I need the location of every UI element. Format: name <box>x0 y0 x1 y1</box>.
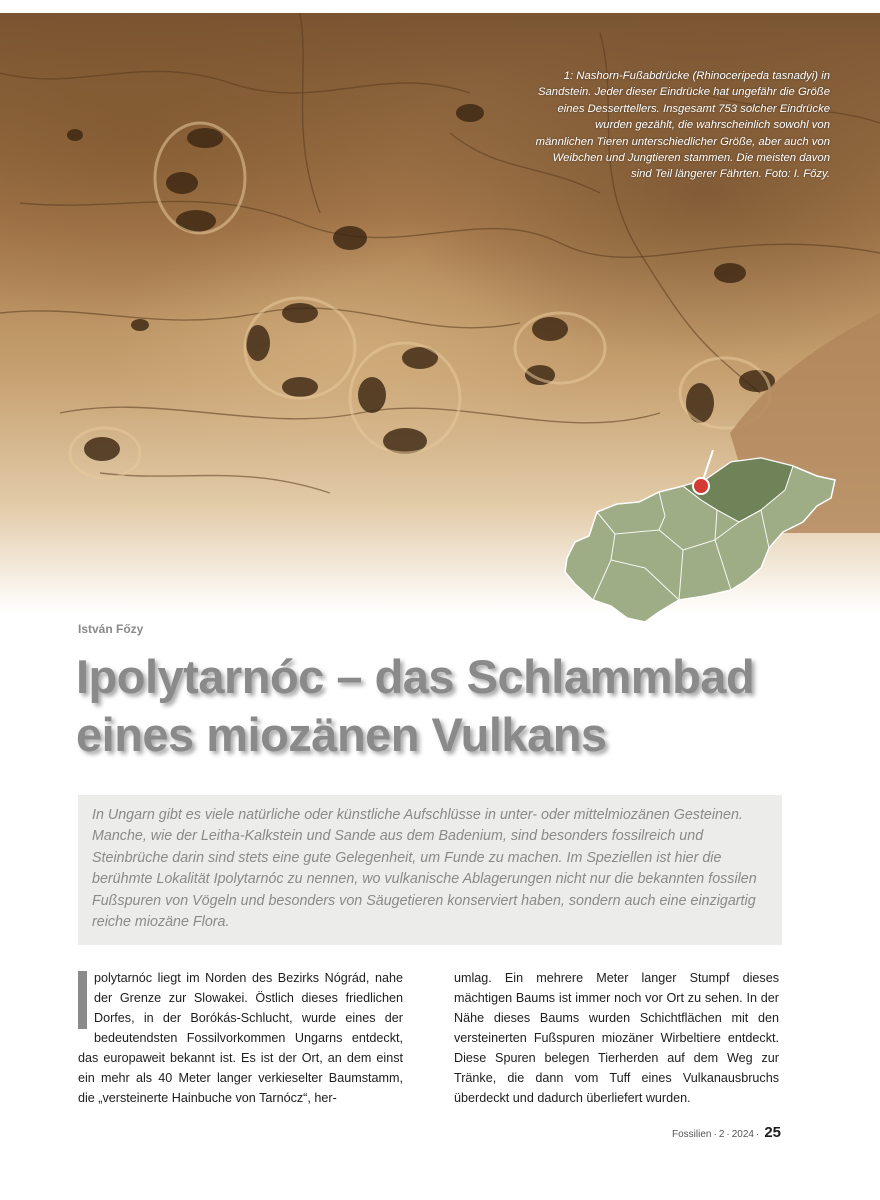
journal-name: Fossilien <box>672 1129 712 1140</box>
lead-text: In Ungarn gibt es viele natürliche oder künstliche Aufschlüsse in unter- oder mittelmiozänen Gesteinen. Manche, wie der Leitha-Kalkstein und Sande aus dem Badenium, sind besonders fossilreich und Steinbrüche darin sind stets eine gute Gelegenheit, um Funde zu machen. Im Speziellen ist hier die berühmte Lokalität Ipolytarnóc zu nennen, wo vulkanische Ablagerungen nicht nur die bekannten fossilen Fußspuren von Vögeln und besonders von Säugetieren konserviert haben, sondern auch eine einzigartig reiche miozäne Flora. <box>92 807 757 931</box>
page-footer: Fossilien · 2 · 2024 · 25 <box>672 1124 781 1141</box>
body-column-2 <box>454 968 779 1108</box>
lead-box <box>78 795 782 945</box>
hungary-map <box>555 450 840 630</box>
ipolytarnoc-location-marker <box>693 478 709 494</box>
photo-caption: 1: Nashorn-Fußabdrücke (Rhinoceripeda tasnadyi) in Sandstein. Jeder dieser Eindrücke hat ungefähr die Größe eines Desserttellers. Insgesamt 753 solcher Eindrücke wurden gezählt, die wahrscheinlich sowohl von männlichen Tieren unterschiedlicher Größe, aber auch von Weibchen und Jungtieren stammen. Die meisten davon sind Teil längerer Fährten. Foto: I. Főzy. <box>535 70 830 181</box>
article-title <box>76 648 754 764</box>
page-number: 25 <box>764 1124 781 1141</box>
body-text-2: umlag. Ein mehrere Meter langer Stumpf dieses mächtigen Baums ist immer noch vor Ort zu sehen. In der Nähe dieses Baums wurden Schichtflächen mit den versteinerten Fußspuren miozäner Wirbeltiere entdeckt. Diese Spuren belegen Tierherden auf dem Weg zur Tränke, die dann vom Tuff eines Vulkanausbruchs überdeckt und dadurch überliefert wurden. <box>454 971 779 1105</box>
title-line-1: Ipolytarnóc – das Schlammbad <box>76 650 755 703</box>
issue-number: 2 <box>718 1129 725 1140</box>
title-line-2: eines miozänen Vulkans <box>76 708 607 761</box>
drop-cap <box>78 971 87 1029</box>
body-column-1 <box>78 968 403 1108</box>
issue-year: 2024 <box>731 1129 754 1140</box>
body-text-1: polytarnóc liegt im Norden des Bezirks Nógrád, nahe der Grenze zur Slowakei. Östlich dieses friedlichen Dorfes, in der Borókás-Schlucht, wurde eines der bedeutendsten Fossilvorkommen Ungarns entdeckt, das europaweit bekannt ist. Es ist der Ort, an dem einst ein mehr als 40 Meter langer verkieselter Baumstamm, die „versteinerte Hainbuche von Tarnócz“, her- <box>78 971 403 1105</box>
author-name: István Főzy <box>78 622 144 636</box>
